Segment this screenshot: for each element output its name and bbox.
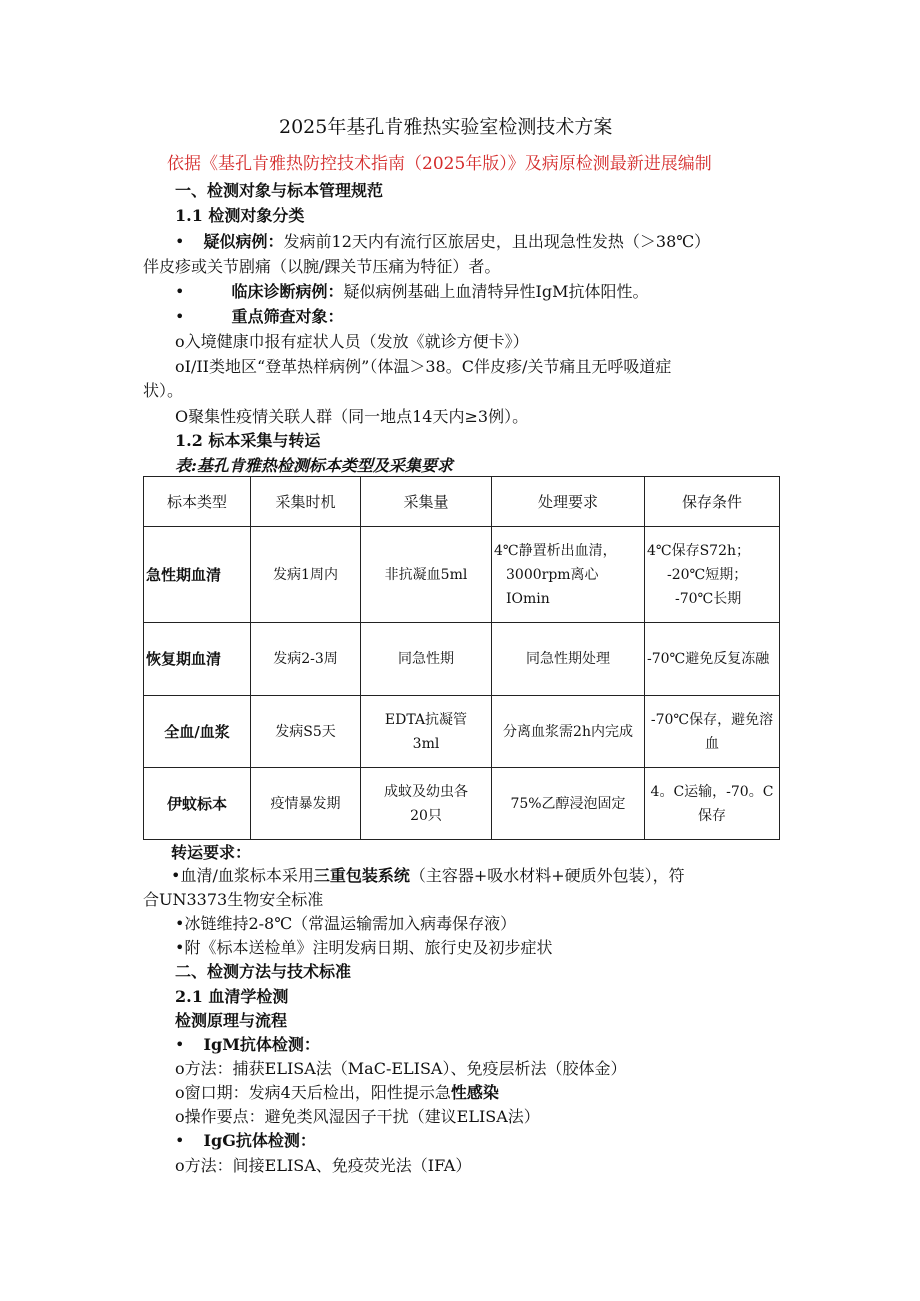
cell-timing: 发病S5天 xyxy=(251,696,361,768)
clinical-text: 疑似病例基础上血清特异性IgM抗体阳性。 xyxy=(343,282,649,301)
igg-label: IgG抗体检测： xyxy=(203,1131,316,1150)
header-cell: 处理要求 xyxy=(492,477,645,527)
cell-line: -70℃长期 xyxy=(675,590,742,607)
cell-timing: 发病1周内 xyxy=(251,527,361,623)
screen-label: 重点筛查对象： xyxy=(231,307,344,326)
cell-timing: 发病2-3周 xyxy=(251,623,361,696)
bullet-suspect xyxy=(175,231,710,253)
section-heading-2: 二、检测方法与技术标准 xyxy=(175,962,352,981)
header-cell: 采集量 xyxy=(361,477,492,527)
table-row xyxy=(144,527,780,623)
cell-line: 血 xyxy=(705,735,719,752)
table-header-row xyxy=(144,477,780,527)
screen-item-1: o入境健康巾报有症状人员（发放《就诊方便卡》） xyxy=(175,332,529,351)
igm-item-1: o方法：捕获ELISA法（MaC-ELISA）、免疫层析法（胶体金） xyxy=(175,1059,627,1078)
transport-text: （主容器+吸水材料+硬质外包装），符 xyxy=(409,866,685,885)
transport-item-1 xyxy=(171,865,685,887)
cell-amount xyxy=(361,768,492,840)
cell-timing: 疫情暴发期 xyxy=(251,768,361,840)
cell-type: 急性期血清 xyxy=(144,527,251,623)
cell-line: 3000rpm离心IOmin xyxy=(506,566,599,607)
transport-bold: 三重包装系统 xyxy=(313,866,410,885)
doc-subtitle: 依据《基孔肯雅热防控技术指南（2025年版）》及病原检测最新进展编制 xyxy=(167,154,712,174)
cell-storage xyxy=(645,768,780,840)
header-cell: 采集时机 xyxy=(251,477,361,527)
cell-line: 4℃保存S72h； xyxy=(647,542,750,559)
cell-type: 全血/血浆 xyxy=(144,696,251,768)
section-heading-1: 一、检测对象与标本管理规范 xyxy=(175,181,384,200)
suspect-label: 疑似病例： xyxy=(203,232,284,251)
cell-line: 成蚊及幼虫各 xyxy=(384,783,468,800)
specimen-table xyxy=(143,476,780,840)
bullet-mark: • xyxy=(175,1035,185,1054)
cell-storage: -70℃避免反复冻融 xyxy=(645,623,780,696)
transport-item-1-cont: 合UN3373生物安全标准 xyxy=(143,890,324,909)
igm-label: IgM抗体检测： xyxy=(203,1035,320,1054)
bullet-mark: • xyxy=(175,1131,185,1150)
igm-item-3: o操作要点：避免类风湿因子干扰（建议ELISA法） xyxy=(175,1107,540,1126)
cell-line: 3ml xyxy=(412,735,440,752)
bullet-mark: • xyxy=(175,307,185,326)
transport-item-2: •冰链维持2-8℃（常温运输需加入病毒保存液） xyxy=(175,914,517,933)
header-cell: 保存条件 xyxy=(645,477,780,527)
cell-amount xyxy=(361,696,492,768)
screen-item-2: oI/II类地区“登革热样病例”（体温＞38。C伴皮疹/关节痛且无呼吸道症 xyxy=(175,357,672,376)
subsection-heading-1-1: 1.1 检测对象分类 xyxy=(175,206,305,225)
screen-item-2-cont: 状）。 xyxy=(143,381,184,400)
cell-process xyxy=(492,527,645,623)
table-row xyxy=(144,623,780,696)
screen-item-3: O聚集性疫情关联人群（同一地点14天内≥3例）。 xyxy=(175,407,529,426)
bullet-igm xyxy=(175,1034,320,1056)
table-row xyxy=(144,696,780,768)
transport-text: •血清/血浆标本采用 xyxy=(171,866,314,885)
header-cell: 标本类型 xyxy=(144,477,251,527)
cell-type: 伊蚊标本 xyxy=(144,768,251,840)
igg-item-1: o方法：间接ELISA、免疫荧光法（IFA） xyxy=(175,1156,472,1175)
bullet-clinical xyxy=(175,281,649,303)
cell-line: EDTA抗凝管 xyxy=(384,711,468,728)
cell-line: -70℃保存，避免溶 xyxy=(650,711,774,728)
table-row xyxy=(144,768,780,840)
cell-amount: 非抗凝血5ml xyxy=(361,527,492,623)
bullet-mark: • xyxy=(175,232,185,251)
cell-process: 75%乙醇浸泡固定 xyxy=(492,768,645,840)
transport-item-3: •附《标本送检单》注明发病日期、旅行史及初步症状 xyxy=(175,938,553,957)
bullet-screen xyxy=(175,306,344,328)
cell-line: 4。C运输，-70。C xyxy=(650,783,774,800)
cell-type: 恢复期血清 xyxy=(144,623,251,696)
igm-bold: 性感染 xyxy=(450,1083,499,1102)
transport-label: 转运要求： xyxy=(171,843,252,862)
table-caption: 表:基孔肯雅热检测标本类型及采集要求 xyxy=(175,456,453,475)
cell-amount: 同急性期 xyxy=(361,623,492,696)
bullet-igg xyxy=(175,1130,316,1152)
suspect-text-cont: 伴皮疹或关节剧痛（以腕/踝关节压痛为特征）者。 xyxy=(143,257,501,276)
doc-title: 2025年基孔肯雅热实验室检测技术方案 xyxy=(279,116,613,138)
cell-line: 保存 xyxy=(698,807,726,824)
igm-item-2 xyxy=(175,1082,499,1104)
cell-process: 同急性期处理 xyxy=(492,623,645,696)
subsection-heading-2-1: 2.1 血清学检测 xyxy=(175,987,289,1006)
cell-process: 分离血浆需2h内完成 xyxy=(492,696,645,768)
cell-line: 4℃静置析出血清， xyxy=(494,542,617,559)
clinical-label: 临床诊断病例： xyxy=(231,282,344,301)
cell-storage xyxy=(645,527,780,623)
cell-line: 20只 xyxy=(410,807,442,824)
principle-heading: 检测原理与流程 xyxy=(175,1011,288,1030)
bullet-mark: • xyxy=(175,282,185,301)
subsection-heading-1-2: 1.2 标本采集与转运 xyxy=(175,431,321,450)
cell-storage xyxy=(645,696,780,768)
igm-text: o窗口期：发病4天后检出，阳性提示急 xyxy=(175,1083,451,1102)
cell-line: -20℃短期； xyxy=(667,566,748,583)
suspect-text: 发病前12天内有流行区旅居史，且出现急性发热（＞38℃） xyxy=(283,232,711,251)
